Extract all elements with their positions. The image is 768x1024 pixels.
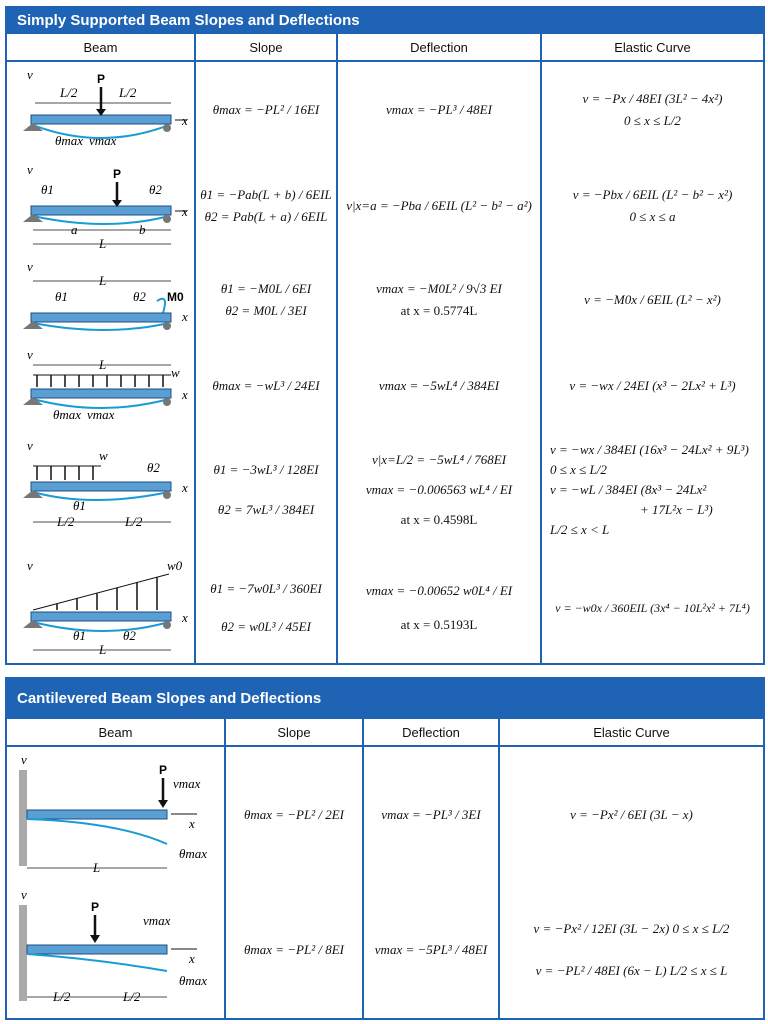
diagram-label: vmax xyxy=(89,132,117,148)
span-label: L/2 xyxy=(119,84,137,100)
table-row xyxy=(7,157,763,255)
distributed-load xyxy=(37,375,163,387)
table-row xyxy=(7,427,763,553)
elastic-curve-cell xyxy=(541,427,763,553)
diagram-label: θ2 xyxy=(149,182,162,197)
header-elastic-curve: Elastic Curve xyxy=(499,719,763,746)
moment-arrow xyxy=(157,299,165,313)
diagram-label: b xyxy=(139,222,146,237)
header-elastic-curve: Elastic Curve xyxy=(541,34,763,61)
beam-diagram-cell xyxy=(7,157,195,255)
elastic-curve-formula-left: v = −Px² / 12EI (3L − 2x) 0 ≤ x ≤ L/2 xyxy=(533,921,730,936)
deflection-formula: vmax = −5PL³ / 48EI xyxy=(374,942,488,957)
diagram-label: vmax xyxy=(87,407,115,422)
header-beam: Beam xyxy=(7,719,225,746)
max-location: at x = 0.5193L xyxy=(400,617,478,632)
diagram-label: v xyxy=(27,162,33,177)
diagram-label: θ1 xyxy=(73,498,86,513)
elastic-curve-cell xyxy=(499,746,763,882)
diagram-label: vmax xyxy=(143,913,171,928)
section-title-cantilevered: Cantilevered Beam Slopes and Deflections xyxy=(7,679,763,719)
elastic-curve-cell xyxy=(541,61,763,157)
beam-diagram-cell xyxy=(7,746,225,882)
diagram-label: P xyxy=(159,762,168,777)
table-row xyxy=(7,255,763,345)
domain-range: L/2 ≤ x < L xyxy=(550,522,610,537)
diagram-label: L xyxy=(99,273,107,288)
deflection-formula-max: vmax = −0.006563 wL⁴ / EI xyxy=(365,482,513,497)
beam-end-moment-diagram xyxy=(7,257,193,343)
slope-formula-theta1: θ1 = −Pab(L + b) / 6EIL xyxy=(200,187,332,202)
diagram-label: x xyxy=(189,951,195,966)
beam-triangular-load-diagram xyxy=(7,556,193,660)
diagram-label: v xyxy=(21,751,27,767)
diagram-label: x xyxy=(182,309,188,324)
slope-formula-theta1: θ1 = −7w0L³ / 360EI xyxy=(210,581,322,596)
diagram-label: L/2 xyxy=(53,989,71,1004)
diagram-label: P xyxy=(113,167,122,181)
deflection-formula: vmax = −5wL⁴ / 384EI xyxy=(378,378,500,393)
diagram-label: P xyxy=(91,900,100,914)
diagram-label: θ1 xyxy=(73,628,86,643)
elastic-curve-formula: v = −Pbx / 6EIL (L² − b² − x²) xyxy=(572,187,733,202)
header-deflection: Deflection xyxy=(363,719,499,746)
elastic-curve-formula-right: v = −wL / 384EI (8x³ − 24Lx² xyxy=(550,482,707,497)
diagram-label: v xyxy=(27,558,33,573)
elastic-curve-formula-left: v = −wx / 384EI (16x³ − 24Lx² + 9L³) xyxy=(550,442,749,457)
slope-formula: θmax = −PL² / 16EI xyxy=(212,101,320,117)
diagram-label: x xyxy=(182,387,188,402)
beam-diagram-cell xyxy=(7,553,195,663)
elastic-curve-cell xyxy=(499,882,763,1018)
deflection-cell xyxy=(337,255,541,345)
beam-diagram-cell xyxy=(7,255,195,345)
slope-formula-theta2: θ2 = w0L³ / 45EI xyxy=(221,619,311,634)
diagram-label: v xyxy=(27,347,33,362)
diagram-label: L xyxy=(99,236,107,251)
elastic-curve-cell xyxy=(541,345,763,427)
deflection-formula: vmax = −M0L² / 9√3 EI xyxy=(376,281,502,296)
elastic-curve-formula: v = −wx / 24EI (x³ − 2Lx² + L³) xyxy=(569,378,736,393)
diagram-label: v xyxy=(21,887,27,902)
diagram-label: w0 xyxy=(167,558,183,573)
diagram-label: θ2 xyxy=(147,460,160,475)
deflection-formula: v|x=a = −Pba / 6EIL (L² − b² − a²) xyxy=(346,198,532,213)
beam-point-load-offset-diagram xyxy=(7,160,193,252)
roller-support xyxy=(163,124,171,132)
deflection-formula-midspan: v|x=L/2 = −5wL⁴ / 768EI xyxy=(371,452,507,467)
elastic-curve-formula-right-cont: + 17L²x − L³) xyxy=(640,502,713,517)
diagram-label: θ2 xyxy=(133,289,146,304)
elastic-curve-cell xyxy=(541,157,763,255)
diagram-label: θmax xyxy=(179,973,208,988)
beam xyxy=(31,115,171,124)
diagram-label: L xyxy=(93,859,101,875)
section-title-simply-supported: Simply Supported Beam Slopes and Deflections xyxy=(7,8,763,34)
elastic-curve-formula: v = −M0x / 6EIL (L² − x²) xyxy=(584,292,721,307)
table-row xyxy=(7,553,763,663)
header-deflection: Deflection xyxy=(337,34,541,61)
diagram-label: L/2 xyxy=(123,989,141,1004)
deflection-cell xyxy=(337,553,541,663)
diagram-label: x xyxy=(182,610,188,625)
diagram-label: x xyxy=(182,112,188,128)
deflection-formula: vmax = −PL³ / 3EI xyxy=(381,806,481,822)
cantilever-end-load-diagram xyxy=(7,750,223,880)
diagram-label: θ1 xyxy=(55,289,68,304)
beam-point-load-center-diagram xyxy=(7,65,193,155)
simply-supported-table xyxy=(5,6,765,665)
header-beam: Beam xyxy=(7,34,195,61)
max-location: at x = 0.4598L xyxy=(400,512,478,527)
deflection-cell xyxy=(337,345,541,427)
domain-range: 0 ≤ x ≤ L/2 xyxy=(550,462,607,477)
max-location: at x = 0.5774L xyxy=(400,303,478,318)
v-axis-label: v xyxy=(27,66,33,82)
span-label: L/2 xyxy=(60,84,78,100)
deflection-cell xyxy=(337,157,541,255)
diagram-label: v xyxy=(27,259,33,274)
diagram-label: θ1 xyxy=(41,182,54,197)
deflection-cell xyxy=(363,746,499,882)
diagram-label: θ2 xyxy=(123,628,136,643)
deflection-formula: vmax = −0.00652 w0L⁴ / EI xyxy=(365,583,513,598)
diagram-label: x xyxy=(189,815,195,831)
diagram-label: θmax xyxy=(53,407,82,422)
elastic-curve-formula: v = −Px / 48EI (3L² − 4x²) xyxy=(582,90,723,106)
diagram-label: w xyxy=(171,365,180,380)
deflection-cell xyxy=(337,427,541,553)
slope-cell xyxy=(195,553,337,663)
slope-formula-theta2: θ2 = 7wL³ / 384EI xyxy=(217,502,315,517)
diagram-label: M0 xyxy=(167,290,184,304)
slope-cell xyxy=(225,746,363,882)
diagram-label: θmax xyxy=(55,132,84,148)
cantilevered-table xyxy=(5,677,765,1020)
slope-formula-theta1: θ1 = −M0L / 6EI xyxy=(220,281,312,296)
deflection-cell xyxy=(337,61,541,157)
beam-diagram-cell xyxy=(7,427,195,553)
domain-range: 0 ≤ x ≤ L/2 xyxy=(624,112,681,128)
diagram-label: L xyxy=(99,642,107,657)
table-row xyxy=(7,746,763,882)
elastic-curve-formula-right: v = −PL² / 48EI (6x − L) L/2 ≤ x ≤ L xyxy=(535,963,728,978)
diagram-label: x xyxy=(182,480,188,495)
diagram-label: x xyxy=(182,204,188,219)
deflection-formula: vmax = −PL³ / 48EI xyxy=(386,101,492,117)
diagram-label: v xyxy=(27,438,33,453)
slope-formula: θmax = −wL³ / 24EI xyxy=(212,378,320,393)
diagram-label: a xyxy=(71,222,78,237)
simply-supported-grid xyxy=(7,34,763,663)
deflection-cell xyxy=(363,882,499,1018)
diagram-label: L xyxy=(99,357,107,372)
slope-cell xyxy=(195,255,337,345)
slope-formula: θmax = −PL² / 8EI xyxy=(243,942,345,957)
slope-cell xyxy=(195,427,337,553)
beam-diagram-cell xyxy=(7,882,225,1018)
slope-formula-theta1: θ1 = −3wL³ / 128EI xyxy=(213,462,319,477)
fixed-support xyxy=(19,770,27,866)
beam xyxy=(31,206,171,215)
elastic-curve-formula: v = −w0x / 360EIL (3x⁴ − 10L²x² + 7L⁴) xyxy=(555,601,750,615)
domain-range: 0 ≤ x ≤ a xyxy=(629,209,676,224)
slope-cell xyxy=(195,345,337,427)
header-slope: Slope xyxy=(195,34,337,61)
diagram-label: L/2 xyxy=(125,514,143,529)
elastic-curve-cell xyxy=(541,255,763,345)
slope-formula: θmax = −PL² / 2EI xyxy=(243,806,345,822)
diagram-label: L/2 xyxy=(57,514,75,529)
slope-cell xyxy=(195,61,337,157)
slope-formula-theta2: θ2 = Pab(L + a) / 6EIL xyxy=(204,209,328,224)
cantilevered-grid xyxy=(7,719,763,1018)
beam-half-uniform-load-diagram xyxy=(7,430,193,550)
header-slope: Slope xyxy=(225,719,363,746)
table-row xyxy=(7,345,763,427)
elastic-curve-formula: v = −Px² / 6EI (3L − x) xyxy=(570,806,693,822)
elastic-curve-cell xyxy=(541,553,763,663)
beam-uniform-load-diagram xyxy=(7,347,193,425)
slope-cell xyxy=(195,157,337,255)
diagram-label: vmax xyxy=(173,775,201,791)
slope-formula-theta2: θ2 = M0L / 3EI xyxy=(225,303,307,318)
beam-diagram-cell xyxy=(7,345,195,427)
table-row xyxy=(7,61,763,157)
load-label: P xyxy=(97,71,106,86)
cantilever-midspan-load-diagram xyxy=(7,885,223,1015)
diagram-label: θmax xyxy=(179,845,208,861)
beam-diagram-cell xyxy=(7,61,195,157)
diagram-label: w xyxy=(99,448,108,463)
slope-cell xyxy=(225,882,363,1018)
table-row xyxy=(7,882,763,1018)
